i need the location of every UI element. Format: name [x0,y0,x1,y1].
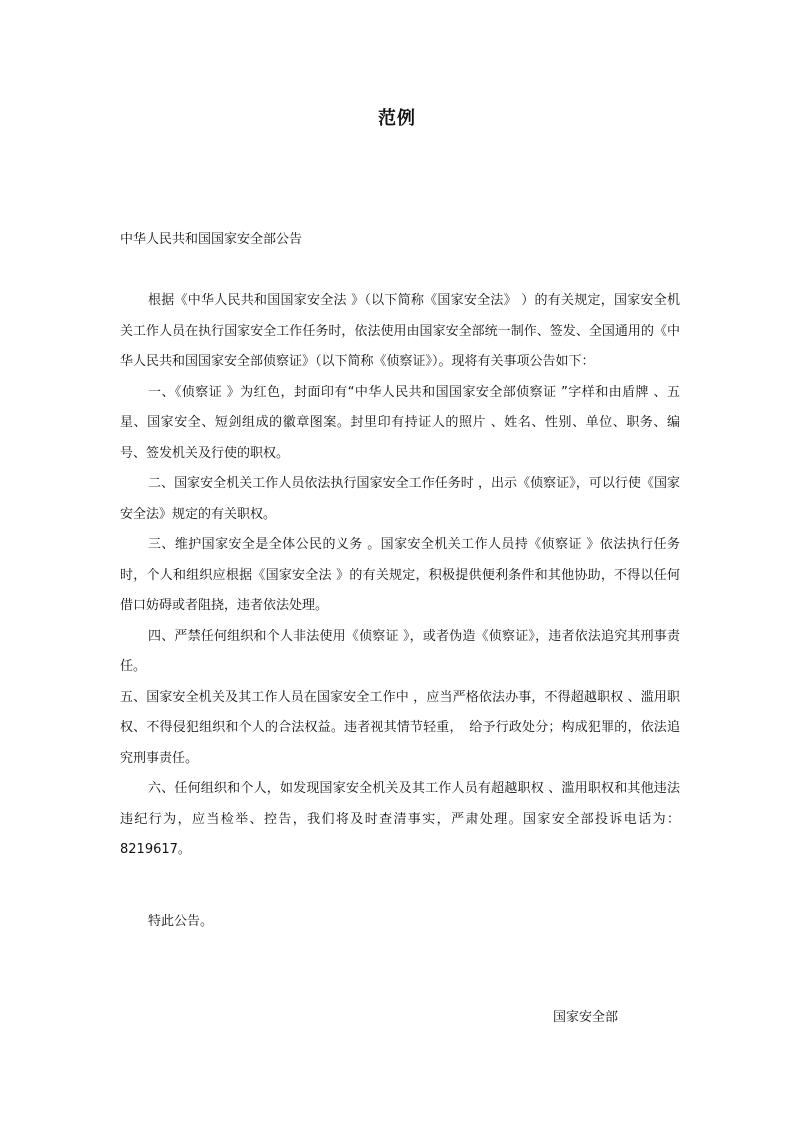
signature: 国家安全部 [553,1010,619,1025]
closing-line: 特此公告。 [148,914,214,929]
paragraph-item-6: 六、任何组织和个人，如发现国家安全机关及其工作人员有超越职权 、滥用职权和其他违法违纪行为，应当检举、控告，我们将及时查清事实，严肃处理。国家安全部投诉电话为：8219617。 [120,781,680,857]
paragraph-item-1: 一、《侦察证 》为红色，封面印有“中华人民共和国国家安全部侦察证 ”字样和由盾牌 、五星、国家安全、短剑组成的徽章图案。封里印有持证人的照片 、姓名、性别、单位、职务、编号、签发机关及行使的职权。 [120,384,680,461]
paragraph-item-3: 三、维护国家安全是全体公民的义务 。国家安全机关工作人员持《侦察证 》依法执行任务时，个人和组织应根据《国家安全法 》的有关规定，积极提供便利条件和其他协助，不得以任何借口妨碍或者阻挠，违者依法处理。 [120,537,680,613]
document-title: 范例 [378,108,416,129]
paragraph-item-2: 二、国家安全机关工作人员依法执行国家安全工作任务时 ，出示《侦察证》，可以行使《国家安全法》规定的有关职权。 [120,476,680,522]
paragraph-item-5: 五、国家安全机关及其工作人员在国家安全工作中 ，应当严格依法办事，不得超越职权 、滥用职权、不得侵犯组织和个人的合法权益。违者视其情节轻重， 给予行政处分；构成犯罪的，依法追究刑事责任。 [120,689,680,766]
document-body [120,286,680,866]
announcement-heading: 中华人民共和国国家安全部公告 [120,232,303,247]
paragraph-intro: 根据《中华人民共和国国家安全法 》（以下简称《国家安全法》 ）的有关规定，国家安全机关工作人员在执行国家安全工作任务时，依法使用由国家安全部统一制作、签发、全国通用的《中华人民共和国国家安全部侦察证》（以下简称《侦察证》）。现将有关事项公告如下： [120,293,680,369]
paragraph-item-4: 四、严禁任何组织和个人非法使用《侦察证 》，或者伪造《侦察证》，违者依法追究其刑事责任。 [120,628,680,674]
